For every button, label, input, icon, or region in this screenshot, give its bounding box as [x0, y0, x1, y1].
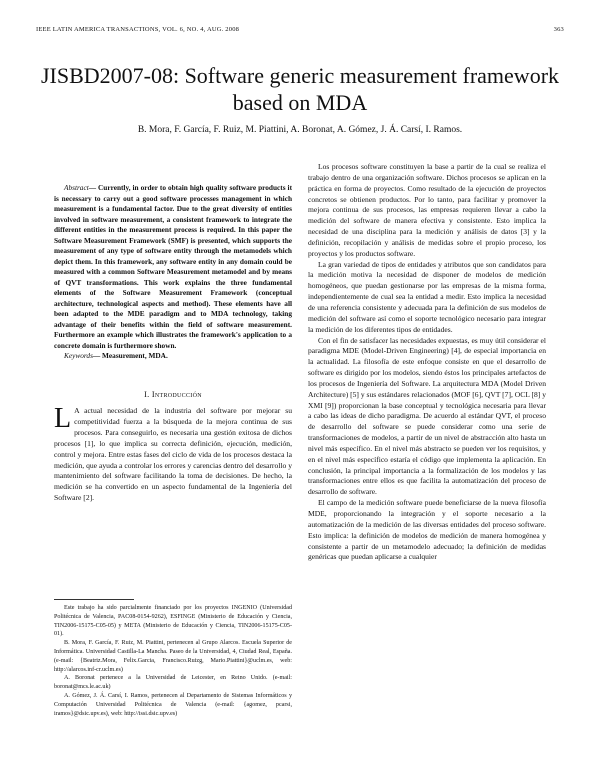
paragraph-measurement-mde: El campo de la medición software puede beneficiarse de la nueva filosofía MDE, proporcionando la integración y el soporte necesario a la automatización de la medición de las diversas entidades del proceso software. Esto implica: la definición de modelos de medición de manera homogénea y consistente a partir de un metamodelo adecuado; la definición de medidas genéricas que puedan aplicarse a cualquier	[308, 498, 546, 562]
footnotes	[54, 604, 292, 718]
section-heading	[54, 390, 292, 399]
running-head	[36, 26, 564, 33]
abstract-dash: —	[88, 183, 99, 192]
page-number: 363	[553, 26, 564, 33]
section-number: I.	[144, 390, 152, 399]
footnote-affiliation-alarcos: B. Mora, F. García, F. Ruiz, M. Piattini, pertenecen al Grupo Alarcos. Escuela Superior de Informática. Universidad Castilla-La Mancha. Paseo de la Universidad, 4, Ciudad Real, España. (e-mail: {Beatriz.Mora, Felix.Garcia, Francisco.Ruizg, Mario.Piattini}@uclm.es, web: http://alarcos.inf-cr.uclm.es)	[54, 640, 292, 673]
footnote-affiliation-leicester: A. Boronat pertenece a la Universidad de Leicester, en Reino Unido. (e-mail: boronat@mcs.le.ac.uk)	[54, 675, 292, 691]
keywords-label: Keywords	[64, 351, 93, 360]
footnote-funding: Este trabajo ha sido parcialmente financiado por los proyectos INGENIO (Universidad Politécnica de Valencia, PAC08-0154-9262), ESFINGE (Ministerio de Educación y Ciencia, TIN2006-15175-C05-05) y META (Ministerio de Educación y Ciencia, TIN2006-15175-C05-01).	[54, 605, 292, 638]
intro-text: A actual necesidad de la industria del software por mejorar su competitividad fuerza a la búsqueda de la mejora continua de sus procesos. Para conseguirlo, es necesaria una gestión exitosa de dichos procesos [1], lo que implica su correcta definición, ejecución, medición, control y mejora. Entre estas fases del ciclo de vida de los procesos destaca la medición, que ayuda a controlar los errores y carencias dentro del desarrollo y mantenimiento del software facilitando la toma de decisiones. De hecho, la medición se ha convertido en un aspecto fundamental de la Ingeniería del Software [2].	[54, 406, 292, 503]
footnote-affiliation-upv: A. Gómez, J. Á. Carsí, I. Ramos, pertenecen al Departamento de Sistemas Informáticos y Computación Universidad Politécnica de Valencia (e-mail: {agomez, pcarsi, iramos}@dsic.upv.es), web: http://issi.dsic.upv.es)	[54, 692, 292, 717]
right-column	[308, 162, 546, 563]
intro-paragraph	[54, 403, 292, 504]
abstract	[54, 183, 292, 351]
author-list: B. Mora, F. García, F. Ruiz, M. Piattini, A. Boronat, A. Gómez, J. Á. Carsí, I. Ramos.	[137, 125, 463, 135]
keywords-text: — Measurement, MDA.	[92, 351, 168, 360]
drop-cap: L	[54, 403, 72, 434]
footnote-divider	[54, 599, 134, 600]
paragraph-entity-variety: La gran variedad de tipos de entidades y atributos que son candidatos para la medición motiva la necesidad de disponer de modelos de medición homogéneos, que puedan gestionarse por las empresas de la misma forma, independientemente de cual sea la entidad a medir. Esto implica la necesidad de una referencia consistente y adecuada para la definición de sus modelos de medición del software así como el soporte tecnológico necesario para integrar la medición de los diferentes tipos de entidades.	[308, 259, 546, 334]
paragraph-software-processes: Los procesos software constituyen la base a partir de la cual se realiza el trabajo dentro de una organización software. Dichos procesos se aplican en la práctica en forma de proyectos. Como resultado de la ejecución de proyectos concretos se obtienen productos. Por lo tanto, para facilitar y promover la mejora continua de sus procesos, las empresas requieren llevar a cabo la medición del software de manera efectiva y consistente. Esto implica la necesidad de una disciplina para la medición y análisis de datos [3] y la definición, recopilación y análisis de medidas sobre el propio proceso, los proyectos y los productos software.	[308, 162, 546, 258]
journal-info: IEEE LATIN AMERICA TRANSACTIONS, VOL. 6, NO. 4, AUG. 2008	[36, 26, 240, 33]
paragraph-mde-paradigm: Con el fin de satisfacer las necesidades expuestas, es muy útil considerar el paradigma MDE (Model-Driven Engineering) [4], de especial importancia en la actualidad. La filosofía de este enfoque consiste en que el desarrollo de software es dirigido por los modelos, siendo éstos los principales artefactos de los procesos de Ingeniería del Software. La arquitectura MDA (Model Driven Architecture) [5] y sus estándares relacionados (MOF [6], QVT [7], OCL [8] y XMI [9]) proporcionan la base conceptual y tecnológica necesaria para llevar a cabo las ideas de dicho paradigma. De acuerdo al estándar QVT, el proceso de desarrollo del software se puede considerar como una serie de transformaciones de modelos, a partir de un nivel de abstracción alto hasta un nivel más específico. En el nivel más abstracto se pueden ver los requisitos, y en el nivel más específico estaría el código que implementa la aplicación. En conclusión, la principal importancia a la formalización de los modelos y las transformaciones entre ellos es que facilita la automatización del proceso de desarrollo de software.	[308, 335, 546, 497]
paper-title: JISBD2007-08: Software generic measurement framework based on MDA	[40, 63, 560, 115]
abstract-text: Currently, in order to obtain high quality software products it is necessary to carry out a good software processes management in which measurement is a fundamental factor. Due to the great diversity of entities involved in software measurement, a consistent framework to integrate the different entities in the measurement process is required. In this paper the Software Measurement Framework (SMF) is presented, which supports the measurement of any type of software entity through the metamodels which depict them. In this framework, any software entity in any domain could be measured with a common Software Measurement metamodel and by means of QVT transformations. This work explains the three fundamental elements of the Software Measurement Framework (conceptual architecture, technological aspects and method). These elements have all been adapted to the MDE paradigm and to MDA technology, taking advantage of their benefits within the field of software measurement. Furthermore an example which illustrates the framework's application to a concrete domain is furthermore shown.	[54, 183, 293, 350]
section-title: Introducción	[151, 390, 202, 399]
keywords	[54, 351, 292, 361]
abstract-label: Abstract	[64, 183, 89, 192]
